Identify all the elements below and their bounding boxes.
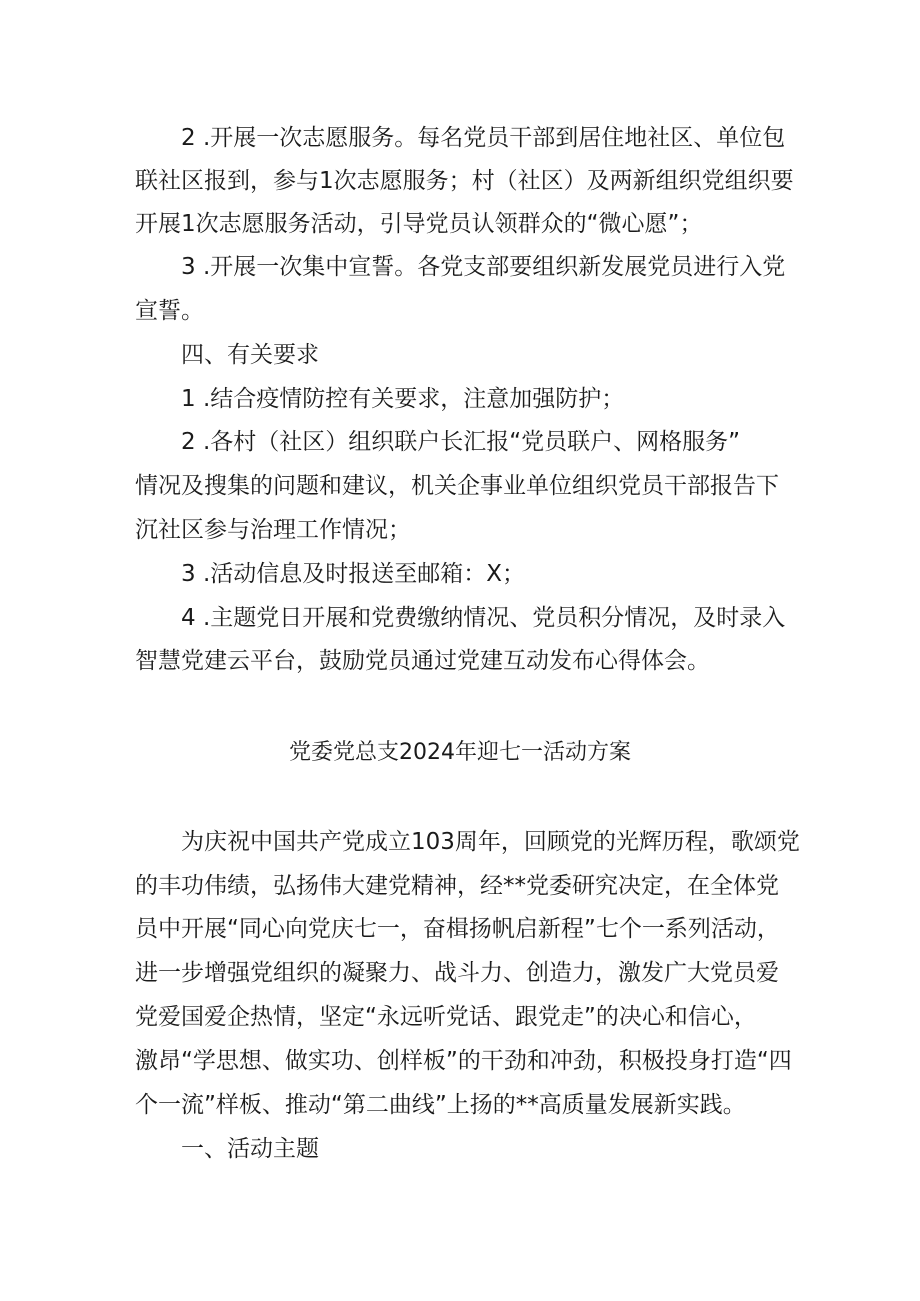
document-title: 党委党总支2024年迎七一活动方案	[289, 740, 631, 765]
paragraph-line: 员中开展“同心向党庆七一，奋楫扬帆启新程”七个一系列活动，	[135, 916, 780, 942]
list-item: 1 .结合疫情防控有关要求，注意加强防护；	[181, 386, 625, 412]
paragraph-line: 党爱国爱企热情，坚定“永远听党话、跟党走”的决心和信心，	[135, 1004, 757, 1030]
list-item: 2 .各村（社区）组织联户长汇报“党员联户、网格服务”	[181, 429, 741, 455]
section-heading: 一、活动主题	[181, 1136, 319, 1162]
paragraph-line: 为庆祝中国共产党成立103周年，回顾党的光辉历程，歌颂党	[181, 829, 800, 855]
section-heading: 四、有关要求	[181, 342, 319, 368]
paragraph-line: 进一步增强党组织的凝聚力、战斗力、创造力，激发广大党员爱	[135, 960, 779, 986]
paragraph-line: 沉社区参与治理工作情况；	[135, 517, 411, 543]
list-item: 4 .主题党日开展和党费缴纳情况、党员积分情况，及时录入	[181, 605, 786, 631]
paragraph-line: 情况及搜集的问题和建议，机关企事业单位组织党员干部报告下	[135, 473, 779, 499]
paragraph-line: 智慧党建云平台，鼓励党员通过党建互动发布心得体会。	[135, 648, 710, 674]
list-item: 3 .活动信息及时报送至邮箱：X；	[181, 561, 526, 587]
paragraph-line: 3 .开展一次集中宣誓。各党支部要组织新发展党员进行入党	[181, 254, 786, 280]
paragraph-line: 激昂“学思想、做实功、创样板”的干劲和冲劲，积极投身打造“四	[135, 1048, 792, 1074]
paragraph-line: 2 .开展一次志愿服务。每名党员干部到居住地社区、单位包	[181, 125, 786, 151]
paragraph-line: 个一流”样板、推动“第二曲线”上扬的**高质量发展新实践。	[135, 1092, 746, 1118]
paragraph-line: 的丰功伟绩，弘扬伟大建党精神，经**党委研究决定，在全体党	[135, 873, 779, 899]
paragraph-line: 开展1次志愿服务活动，引导党员认领群众的“微心愿”；	[135, 211, 703, 237]
paragraph-line: 宣誓。	[135, 298, 204, 324]
paragraph-line: 联社区报到，参与1次志愿服务；村（社区）及两新组织党组织要	[135, 168, 794, 194]
